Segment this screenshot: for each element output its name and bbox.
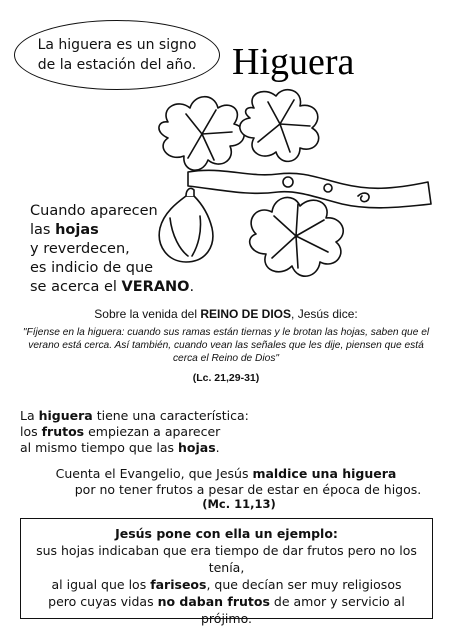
box-line-2: [21, 576, 432, 593]
bold-span: hojas: [178, 440, 216, 455]
box-line-1: sus hojas indicaban que era tiempo de dar frutos pero no los tenía,: [36, 543, 417, 575]
bold-span: no daban frutos: [157, 594, 270, 609]
example-box: [20, 518, 433, 626]
bible-quote: "Fíjense en la higuera: cuando sus ramas están tiernas y le brotan las hojas, saben que el verano está cerca. Así también, cuando vean las señales que les dije, piensen que está cerca el Reino de Dios": [22, 327, 430, 364]
evangelio-text: [0, 466, 452, 498]
text-span: empiezan a aparecer: [84, 424, 221, 439]
text-span: tiene una característica:: [92, 408, 249, 423]
bold-span: fariseos: [150, 577, 207, 592]
reino-intro: [0, 307, 452, 321]
bubble-line-1: La higuera es un signo: [37, 37, 197, 53]
text-span: La: [20, 408, 39, 423]
summer-line-1: Cuando aparecen: [30, 203, 158, 219]
summer-line-5: [30, 278, 194, 297]
bold-span: higuera: [38, 408, 93, 423]
charac-line-2: [20, 424, 249, 440]
text-span: , Jesús dice:: [291, 307, 358, 321]
bold-span: REINO DE DIOS: [200, 307, 292, 321]
summer-line-2: [30, 221, 194, 240]
summer-line-3: y reverdecen,: [30, 241, 130, 257]
text-span: los: [20, 424, 42, 439]
text-span: las: [30, 222, 56, 238]
text-span: se acerca el: [30, 279, 122, 295]
bold-span: maldice una higuera: [252, 466, 397, 481]
box-heading: Jesús pone con ella un ejemplo:: [115, 526, 338, 541]
quote-reference: (Lc. 21,29-31): [192, 372, 260, 384]
evangelio-reference: (Mc. 11,13): [202, 497, 276, 511]
box-line-3: [21, 593, 432, 627]
text-span: .: [189, 279, 195, 295]
bold-span: VERANO: [121, 279, 190, 295]
summer-line-4: es indicio de que: [30, 260, 154, 276]
fig-stem: [186, 188, 194, 196]
characteristic-text: [20, 408, 249, 456]
charac-line-1: [20, 408, 249, 424]
charac-line-3: [20, 440, 249, 456]
bold-span: frutos: [41, 424, 85, 439]
text-span: al igual que los: [51, 577, 151, 592]
text-span: pero cuyas vidas: [48, 594, 158, 609]
evangelio-line-1: [0, 466, 452, 482]
bold-span: hojas: [55, 222, 99, 238]
text-span: .: [215, 440, 220, 455]
summer-text: [30, 202, 194, 297]
bubble-line-2: de la estación del año.: [37, 57, 197, 73]
text-span: al mismo tiempo que las: [20, 440, 179, 455]
page-title: Higuera: [232, 41, 355, 83]
speech-bubble: [14, 20, 220, 90]
text-span: Sobre la venida del: [94, 307, 201, 321]
text-span: , que decían ser muy religiosos: [206, 577, 402, 592]
evangelio-line-2: por no tener frutos a pesar de estar en época de higos.: [74, 482, 422, 497]
text-span: de amor y servicio al prójimo.: [201, 594, 405, 626]
text-span: Cuenta el Evangelio, que Jesús: [55, 466, 253, 481]
